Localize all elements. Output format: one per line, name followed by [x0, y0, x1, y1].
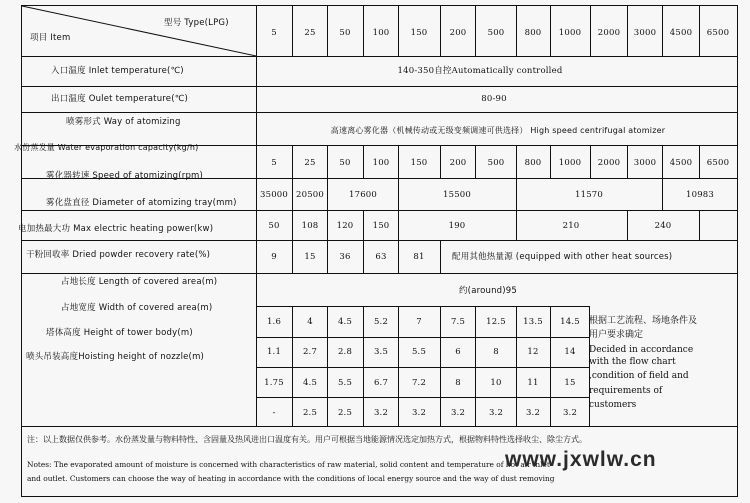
height-cell: 5.5: [337, 378, 353, 388]
header-model: 1000: [558, 28, 582, 38]
width-cell: 2.8: [337, 347, 353, 357]
header-model: 6500: [706, 28, 730, 38]
side-note-en-5: customers: [589, 400, 637, 410]
side-note-zh-2: 用户要求确定: [589, 330, 644, 340]
evaporation-cell: 150: [410, 158, 428, 168]
evaporation-cell: 800: [524, 158, 542, 168]
row-label-evaporation: 水份蒸发量 Water evaporation capacity(kg/h): [14, 143, 199, 152]
height-cell: 11: [527, 378, 539, 388]
height-cell: 1.75: [264, 378, 284, 388]
recovery-value: 约(around)95: [458, 286, 518, 296]
nozzle-cell: 3.2: [411, 408, 427, 418]
evaporation-cell: 25: [304, 158, 316, 168]
power-cell: 9: [271, 252, 277, 262]
header-model: 3000: [633, 28, 657, 38]
power-cell: 63: [375, 252, 387, 262]
side-note-en-4: requirements of: [589, 386, 663, 396]
evaporation-cell: 1000: [558, 158, 582, 168]
header-model: 500: [487, 28, 505, 38]
diameter-cell: 210: [562, 221, 580, 231]
speed-cell: 15500: [442, 190, 472, 200]
length-cell: 4.5: [337, 317, 353, 327]
diameter-cell: 190: [448, 221, 466, 231]
atomizing-value: 高速离心雾化器（机械传动或无级变频调速可供选择） High speed centrifugal atomizer: [330, 126, 666, 135]
nozzle-cell: 2.5: [337, 408, 353, 418]
power-cell: 15: [304, 252, 316, 262]
header-model: 800: [524, 28, 542, 38]
header-model: 4500: [669, 28, 693, 38]
evaporation-cell: 100: [372, 158, 390, 168]
width-cell: 8: [493, 347, 499, 357]
header-type-label: 型号 Type(LPG): [164, 18, 229, 28]
nozzle-cell: 3.2: [562, 408, 578, 418]
evaporation-cell: 3000: [633, 158, 657, 168]
nozzle-cell: 3.2: [373, 408, 389, 418]
footnote-zh: 注：以上数据仅供参考。水份蒸发量与物料特性、含固量及热风进出口温度有关。用户可根据当地能源情况选定加热方式，根据物料特性选择收尘、除尘方式。: [27, 435, 587, 444]
row-label-diameter: 雾化盘直径 Diameter of atomizing tray(mm): [46, 198, 237, 208]
speed-cell: 17600: [348, 190, 378, 200]
width-cell: 2.7: [302, 347, 318, 357]
evaporation-cell: 50: [339, 158, 351, 168]
outlet-value: 80-90: [481, 94, 507, 104]
watermark: www.jxwlw.cn: [505, 448, 657, 471]
length-cell: 5.2: [373, 317, 389, 327]
power-cell: 36: [339, 252, 351, 262]
diameter-cell: 108: [301, 221, 319, 231]
row-label-speed: 雾化器转速 Speed of atomizing(rpm): [46, 171, 204, 181]
nozzle-cell: 3.2: [525, 408, 541, 418]
height-cell: 4.5: [302, 378, 318, 388]
evaporation-cell: 6500: [706, 158, 730, 168]
evaporation-cell: 500: [487, 158, 505, 168]
nozzle-cell: 3.2: [488, 408, 504, 418]
length-cell: 14.5: [560, 317, 580, 327]
length-cell: 12.5: [486, 317, 506, 327]
diameter-cell: 150: [372, 221, 390, 231]
length-cell: 4: [307, 317, 313, 327]
header-model: 5: [271, 28, 277, 38]
width-cell: 12: [527, 347, 539, 357]
row-label-outlet: 出口温度 Oulet temperature(℃): [51, 94, 189, 104]
inlet-value: 140-350自控Automatically controlled: [397, 66, 563, 76]
row-label-width: 占地宽度 Width of covered area(m): [61, 303, 213, 313]
length-cell: 13.5: [523, 317, 543, 327]
side-note-en-1: Decided in accordance: [589, 345, 694, 355]
row-label-power: 电加热最大功 Max electric heating power(kw): [18, 224, 214, 234]
header-model: 50: [339, 28, 351, 38]
row-label-length: 占地长度 Length of covered area(m): [61, 277, 218, 287]
header-model: 100: [372, 28, 390, 38]
footnote-en-line-2: and outlet. Customers can choose the way of heating in accordance with the conditions of local energy source and the way of dust removing: [27, 474, 555, 483]
header-model: 150: [410, 28, 428, 38]
row-label-inlet: 入口温度 Inlet temperature(℃): [51, 66, 184, 76]
speed-cell: 10983: [685, 190, 715, 200]
row-label-height: 塔体高度 Height of tower body(m): [46, 328, 193, 338]
header-item-label: 项目 Item: [30, 33, 71, 43]
side-note-en-2: with the flow chart: [589, 357, 676, 367]
width-cell: 3.5: [373, 347, 389, 357]
power-cell: 81: [413, 252, 425, 262]
width-cell: 14: [564, 347, 576, 357]
length-cell: 1.6: [266, 317, 282, 327]
evaporation-cell: 200: [449, 158, 467, 168]
power-other-heat-sources: 配用其他热量源 (equipped with other heat sources): [452, 252, 673, 262]
row-label-recovery: 干粉回收率 Dried powder recovery rate(%): [26, 250, 211, 260]
width-cell: 1.1: [266, 347, 282, 357]
width-cell: 5.5: [411, 347, 427, 357]
height-cell: 8: [455, 378, 461, 388]
speed-cell: 35000: [259, 190, 289, 200]
header-model: 200: [449, 28, 467, 38]
side-note-en-3: ,condition of field and: [589, 371, 689, 381]
speed-cell: 20500: [295, 190, 325, 200]
evaporation-cell: 4500: [669, 158, 693, 168]
nozzle-cell: 3.2: [450, 408, 466, 418]
height-cell: 7.2: [411, 378, 427, 388]
row-label-atomizing: 喷雾形式 Way of atomizing: [66, 117, 181, 127]
speed-cell: 11570: [574, 190, 604, 200]
footnote-en-line-1: Notes: The evaporated amount of moisture is concerned with characteristics of raw material, solid content and temperature of hot air inlet: [27, 460, 550, 469]
evaporation-cell: 2000: [597, 158, 621, 168]
diameter-cell: 120: [336, 221, 354, 231]
row-label-nozzle: 喷头吊装高度Hoisting height of nozzle(m): [26, 352, 205, 362]
diameter-cell: 240: [654, 221, 672, 231]
height-cell: 6.7: [373, 378, 389, 388]
length-cell: 7: [416, 317, 422, 327]
height-cell: 15: [564, 378, 576, 388]
diameter-cell: 50: [268, 221, 280, 231]
side-note-zh-1: 根据工艺流程、场地条件及: [589, 316, 698, 326]
length-cell: 7.5: [450, 317, 466, 327]
header-model: 2000: [597, 28, 621, 38]
nozzle-cell: -: [272, 408, 276, 418]
nozzle-cell: 2.5: [302, 408, 318, 418]
height-cell: 10: [490, 378, 502, 388]
evaporation-cell: 5: [271, 158, 277, 168]
header-model: 25: [304, 28, 316, 38]
width-cell: 6: [455, 347, 461, 357]
